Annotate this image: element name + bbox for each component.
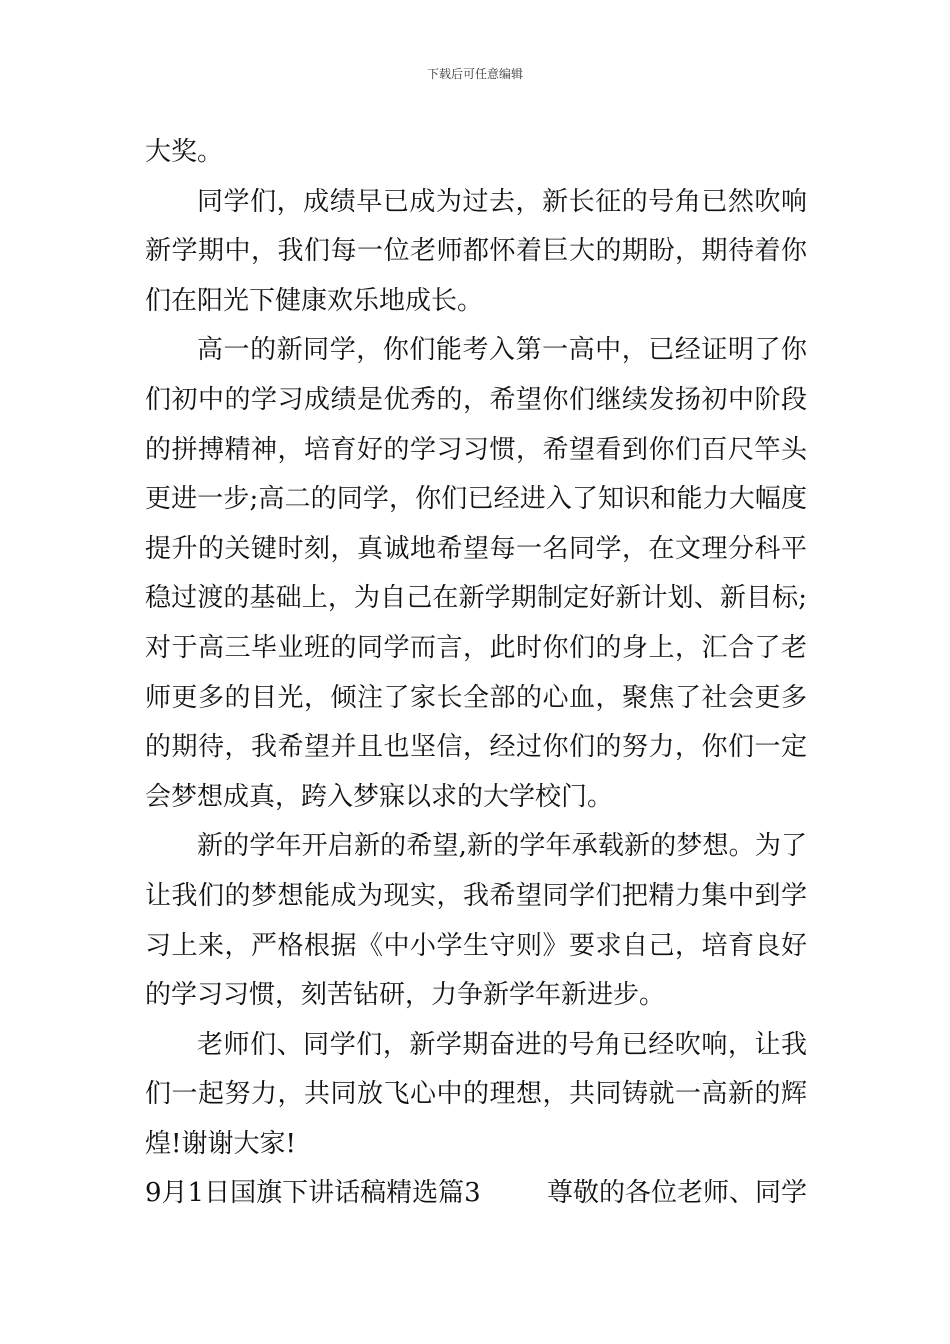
text-line: 们一起努力，共同放飞心中的理想，共同铸就一高新的辉	[145, 1079, 807, 1110]
text-line: 提升的关键时刻，真诚地希望每一名同学，在文理分科平	[145, 533, 807, 564]
text-line: 的拼搏精神，培育好的学习习惯，希望看到你们百尺竿头	[145, 434, 807, 465]
text-line: 师更多的目光，倾注了家长全部的心血，聚焦了社会更多	[145, 682, 807, 713]
text-line: 稳过渡的基础上，为自己在新学期制定好新计划、新目标;	[145, 583, 807, 614]
text-line: 让我们的梦想能成为现实，我希望同学们把精力集中到学	[145, 880, 807, 911]
document-body	[145, 128, 807, 1219]
text-line: 高一的新同学，你们能考入第一高中，已经证明了你	[197, 335, 807, 366]
text-line: 们在阳光下健康欢乐地成长。	[145, 285, 484, 316]
page-header: 下载后可任意编辑	[426, 67, 523, 81]
section-heading-line	[145, 1169, 807, 1219]
text-line: 同学们，成绩早已成为过去，新长征的号角已然吹响	[197, 186, 807, 217]
section-heading-title: 9月1日国旗下讲话稿精选篇3	[145, 1178, 481, 1209]
text-line: 们初中的学习成绩是优秀的，希望你们继续发扬初中阶段	[145, 384, 807, 415]
text-line: 新的学年开启新的希望,新的学年承载新的梦想。为了	[197, 831, 807, 862]
text-line: 的期待，我希望并且也坚信，经过你们的努力，你们一定	[145, 732, 807, 763]
text-line: 大奖。	[145, 137, 224, 167]
text-line: 会梦想成真，跨入梦寐以求的大学校门。	[145, 781, 614, 812]
text-line: 的学习习惯，刻苦钻研，力争新学年新进步。	[145, 980, 666, 1011]
text-line: 对于高三毕业班的同学而言，此时你们的身上，汇合了老	[145, 632, 807, 663]
text-line: 煌!谢谢大家!	[145, 1128, 296, 1159]
text-line: 新学期中，我们每一位老师都怀着巨大的期盼，期待着你	[145, 236, 807, 267]
text-line: 老师们、同学们，新学期奋进的号角已经吹响，让我	[197, 1029, 807, 1060]
section-heading-salutation: 尊敬的各位老师、同学	[546, 1178, 807, 1209]
text-line: 更进一步;高二的同学，你们已经进入了知识和能力大幅度	[145, 484, 807, 515]
text-line: 习上来，严格根据《中小学生守则》要求自己，培育良好	[145, 930, 807, 961]
paragraph-lines	[145, 128, 807, 1169]
